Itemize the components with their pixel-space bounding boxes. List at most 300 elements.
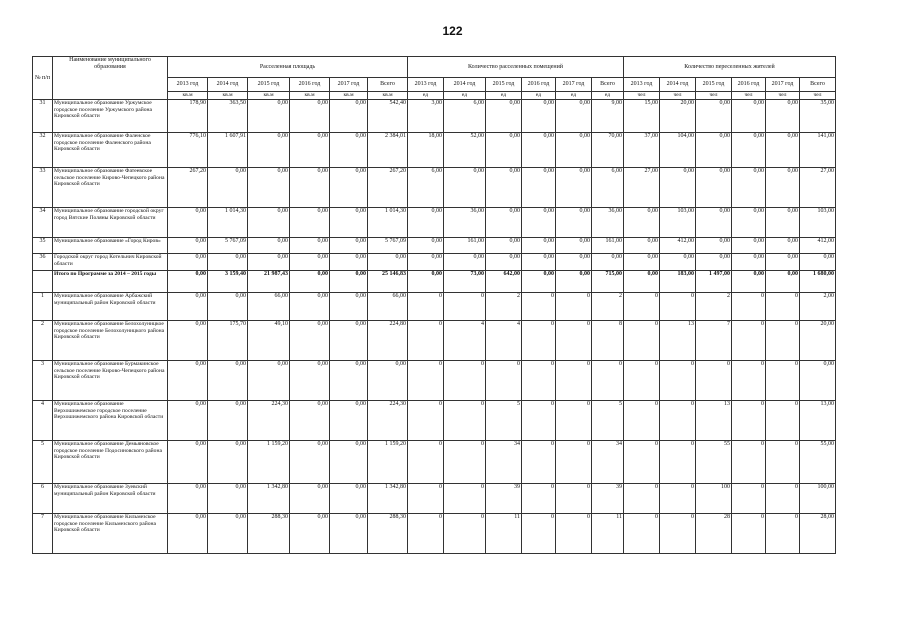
people-cell: 0,00 [732, 133, 766, 168]
area-cell: 0,00 [248, 254, 290, 271]
rooms-cell: 11 [592, 514, 624, 554]
resettlement-table [32, 56, 836, 554]
rooms-cell: 0,00 [408, 271, 444, 293]
area-cell: 178,90 [168, 100, 208, 133]
rooms-cell: 0,00 [522, 271, 556, 293]
area-cell: 0,00 [330, 514, 368, 554]
row-number: 3 [33, 361, 53, 401]
people-cell: 0 [696, 361, 732, 401]
rooms-cell: 0 [522, 293, 556, 321]
rooms-cell: 0 [408, 484, 444, 514]
rooms-cell: 0,00 [486, 168, 522, 208]
area-cell: 0,00 [248, 100, 290, 133]
rooms-cell: 0 [522, 484, 556, 514]
area-cell: 0,00 [290, 514, 330, 554]
area-cell: 0,00 [208, 514, 248, 554]
municipality-name: Городской округ город Котельнич Кировской области [53, 254, 168, 271]
area-cell: 0,00 [330, 168, 368, 208]
people-cell: 55 [696, 441, 732, 484]
people-cell: 0 [732, 514, 766, 554]
page-number: 122 [442, 24, 463, 38]
people-cell: 0,00 [766, 238, 800, 254]
area-cell: 0,00 [330, 133, 368, 168]
area-cell: 0,00 [208, 254, 248, 271]
area-cell: 0,00 [290, 361, 330, 401]
area-cell: 224,30 [368, 401, 408, 441]
rooms-cell: 0,00 [522, 208, 556, 238]
rooms-cell: 0,00 [522, 254, 556, 271]
header-unit: чел [732, 92, 766, 100]
people-cell: 13 [696, 401, 732, 441]
municipality-name: Муниципальное образование Белохолуницкое городское поселение Белохолуницкого района Кировской области [53, 321, 168, 361]
people-cell: 0,00 [732, 271, 766, 293]
header-num: № п/п [33, 57, 53, 100]
people-cell: 0,00 [732, 238, 766, 254]
area-cell: 49,10 [248, 321, 290, 361]
people-cell: 0 [624, 293, 660, 321]
people-cell: 103,00 [800, 208, 836, 238]
rooms-cell: 4 [486, 321, 522, 361]
header-unit: кв.м [330, 92, 368, 100]
rooms-cell: 34 [592, 441, 624, 484]
area-cell: 0,00 [330, 100, 368, 133]
people-cell: 0 [660, 401, 696, 441]
area-cell: 0,00 [330, 361, 368, 401]
area-cell: 0,00 [168, 514, 208, 554]
rooms-cell: 0 [408, 514, 444, 554]
people-cell: 0,00 [732, 100, 766, 133]
area-cell: 0,00 [168, 441, 208, 484]
people-cell: 0,00 [696, 208, 732, 238]
area-cell: 0,00 [330, 208, 368, 238]
rooms-cell: 0 [522, 401, 556, 441]
people-cell: 0 [660, 361, 696, 401]
table-row [33, 361, 836, 401]
area-cell: 0,00 [330, 238, 368, 254]
people-cell: 0 [766, 321, 800, 361]
rooms-cell: 0,00 [522, 238, 556, 254]
area-cell: 0,00 [330, 401, 368, 441]
people-cell: 27,00 [800, 168, 836, 208]
people-cell: 183,00 [660, 271, 696, 293]
rooms-cell: 5 [592, 401, 624, 441]
people-cell: 0 [660, 484, 696, 514]
rooms-cell: 0 [408, 321, 444, 361]
area-cell: 0,00 [290, 133, 330, 168]
header-year: 2015 год [248, 78, 290, 92]
header-unit: чел [660, 92, 696, 100]
rooms-cell: 6,00 [444, 100, 486, 133]
people-cell: 103,00 [660, 208, 696, 238]
rooms-cell: 0 [522, 321, 556, 361]
header-year: Всего [592, 78, 624, 92]
area-cell: 66,00 [368, 293, 408, 321]
area-cell: 0,00 [248, 168, 290, 208]
row-number: 35 [33, 238, 53, 254]
rooms-cell: 0,00 [556, 168, 592, 208]
area-cell: 0,00 [208, 484, 248, 514]
area-cell: 0,00 [168, 293, 208, 321]
municipality-name: Муниципальное образование Кильмезское городское поселение Кильмезского района Кировской области [53, 514, 168, 554]
people-cell: 0,00 [660, 168, 696, 208]
header-year: 2015 год [696, 78, 732, 92]
rooms-cell: 0 [444, 361, 486, 401]
row-number: 6 [33, 484, 53, 514]
area-cell: 0,00 [208, 441, 248, 484]
rooms-cell: 0,00 [522, 133, 556, 168]
area-cell: 0,00 [168, 208, 208, 238]
rooms-cell: 2 [592, 293, 624, 321]
people-cell: 412,00 [660, 238, 696, 254]
rooms-cell: 0,00 [592, 254, 624, 271]
rooms-cell: 0 [556, 484, 592, 514]
area-cell: 267,20 [168, 168, 208, 208]
area-cell: 0,00 [248, 361, 290, 401]
header-year: 2017 год [556, 78, 592, 92]
people-cell: 0,00 [624, 254, 660, 271]
people-cell: 15,00 [624, 100, 660, 133]
rooms-cell: 715,00 [592, 271, 624, 293]
municipality-name: Муниципальное образование городской округ город Вятские Поляны Кировской области [53, 208, 168, 238]
row-number: 7 [33, 514, 53, 554]
rooms-cell: 0 [556, 361, 592, 401]
header-year: 2014 год [660, 78, 696, 92]
people-cell: 20,00 [800, 321, 836, 361]
people-cell: 0 [732, 484, 766, 514]
area-cell: 0,00 [290, 168, 330, 208]
area-cell: 0,00 [208, 168, 248, 208]
rooms-cell: 0 [592, 361, 624, 401]
area-cell: 0,00 [168, 271, 208, 293]
municipality-name: Муниципальное образование Бурмакинское сельское поселение Кирово-Чепецкого района Кировской области [53, 361, 168, 401]
people-cell: 0,00 [696, 168, 732, 208]
header-year: 2017 год [330, 78, 368, 92]
area-cell: 5 767,09 [368, 238, 408, 254]
people-cell: 104,00 [660, 133, 696, 168]
area-cell: 0,00 [290, 238, 330, 254]
people-cell: 2 [696, 293, 732, 321]
people-cell: 0 [660, 514, 696, 554]
people-cell: 0 [624, 401, 660, 441]
area-cell: 0,00 [168, 401, 208, 441]
header-year: Всего [800, 78, 836, 92]
rooms-cell: 70,00 [592, 133, 624, 168]
row-number: 32 [33, 133, 53, 168]
people-cell: 37,00 [624, 133, 660, 168]
rooms-cell: 0,00 [486, 254, 522, 271]
people-cell: 0 [766, 484, 800, 514]
area-cell: 288,30 [248, 514, 290, 554]
people-cell: 35,00 [800, 100, 836, 133]
area-cell: 542,40 [368, 100, 408, 133]
rooms-cell: 0,00 [486, 100, 522, 133]
table-row [33, 208, 836, 238]
area-cell: 267,20 [368, 168, 408, 208]
rooms-cell: 0 [556, 293, 592, 321]
area-cell: 1 159,20 [248, 441, 290, 484]
rooms-cell: 39 [592, 484, 624, 514]
area-cell: 3 159,40 [208, 271, 248, 293]
rooms-cell: 0 [444, 441, 486, 484]
header-group-area: Расселенная площадь [168, 57, 408, 78]
area-cell: 0,00 [290, 484, 330, 514]
header-year: 2015 год [486, 78, 522, 92]
table-row [33, 168, 836, 208]
rooms-cell: 34 [486, 441, 522, 484]
rooms-cell: 0,00 [486, 238, 522, 254]
rooms-cell: 0,00 [486, 208, 522, 238]
rooms-cell: 0 [408, 293, 444, 321]
people-cell: 28 [696, 514, 732, 554]
people-cell: 13 [660, 321, 696, 361]
people-cell: 0 [766, 441, 800, 484]
header-unit: ед [592, 92, 624, 100]
area-cell: 0,00 [290, 254, 330, 271]
header-unit: кв.м [168, 92, 208, 100]
rooms-cell: 8 [592, 321, 624, 361]
area-cell: 0,00 [208, 401, 248, 441]
table-row [33, 401, 836, 441]
rooms-cell: 0 [444, 293, 486, 321]
header-year: 2016 год [290, 78, 330, 92]
area-cell: 0,00 [168, 254, 208, 271]
rooms-cell: 0,00 [556, 271, 592, 293]
rooms-cell: 0 [486, 361, 522, 401]
rooms-cell: 18,00 [408, 133, 444, 168]
rooms-cell: 36,00 [592, 208, 624, 238]
table-row [33, 321, 836, 361]
rooms-cell: 0,00 [444, 254, 486, 271]
area-cell: 0,00 [290, 100, 330, 133]
rooms-cell: 0 [522, 514, 556, 554]
header-unit: ед [556, 92, 592, 100]
header-year: 2013 год [168, 78, 208, 92]
people-cell: 0,00 [766, 254, 800, 271]
area-cell: 776,10 [168, 133, 208, 168]
header-group-rooms: Количество расселенных помещений [408, 57, 624, 78]
people-cell: 0 [624, 361, 660, 401]
area-cell: 0,00 [330, 441, 368, 484]
municipality-name: Итого по Программе за 2014 – 2015 годы [53, 271, 168, 293]
rooms-cell: 0,00 [486, 133, 522, 168]
rooms-cell: 0 [556, 321, 592, 361]
area-cell: 0,00 [290, 208, 330, 238]
rooms-cell: 0,00 [408, 238, 444, 254]
header-year: Всего [368, 78, 408, 92]
people-cell: 141,00 [800, 133, 836, 168]
rooms-cell: 0,00 [556, 238, 592, 254]
rooms-cell: 9,00 [592, 100, 624, 133]
area-cell: 175,70 [208, 321, 248, 361]
area-cell: 0,00 [290, 271, 330, 293]
people-cell: 0 [624, 321, 660, 361]
area-cell: 1 014,30 [368, 208, 408, 238]
area-cell: 0,00 [330, 484, 368, 514]
area-cell: 1 159,20 [368, 441, 408, 484]
people-cell: 0,00 [766, 168, 800, 208]
area-cell: 0,00 [330, 254, 368, 271]
area-cell: 0,00 [168, 321, 208, 361]
header-year: 2017 год [766, 78, 800, 92]
table-row [33, 484, 836, 514]
rooms-cell: 161,00 [592, 238, 624, 254]
header-year: 2016 год [522, 78, 556, 92]
rooms-cell: 11 [486, 514, 522, 554]
row-number: 5 [33, 441, 53, 484]
people-cell: 0,00 [766, 100, 800, 133]
people-cell: 0,00 [696, 100, 732, 133]
people-cell: 55,00 [800, 441, 836, 484]
rooms-cell: 0,00 [556, 100, 592, 133]
people-cell: 0 [732, 401, 766, 441]
people-cell: 0,00 [696, 133, 732, 168]
area-cell: 1 607,91 [208, 133, 248, 168]
area-cell: 0,00 [368, 361, 408, 401]
rooms-cell: 2 [486, 293, 522, 321]
area-cell: 1 342,80 [248, 484, 290, 514]
rooms-cell: 0 [556, 441, 592, 484]
rooms-cell: 0,00 [522, 168, 556, 208]
table-row [33, 254, 836, 271]
area-cell: 224,30 [248, 401, 290, 441]
area-cell: 1 342,80 [368, 484, 408, 514]
header-year: 2016 год [732, 78, 766, 92]
rooms-cell: 0 [522, 441, 556, 484]
area-cell: 0,00 [330, 271, 368, 293]
area-cell: 0,00 [290, 321, 330, 361]
area-cell: 0,00 [208, 361, 248, 401]
rooms-cell: 6,00 [408, 168, 444, 208]
municipality-name: Муниципальное образование Фатеевское сельское поселение Кирово-Чепецкого района Кировской области [53, 168, 168, 208]
header-unit: кв.м [368, 92, 408, 100]
table-row [33, 238, 836, 254]
people-cell: 0 [766, 401, 800, 441]
table-row [33, 441, 836, 484]
row-number: 34 [33, 208, 53, 238]
header-unit: ед [522, 92, 556, 100]
total-row [33, 271, 836, 293]
area-cell: 363,50 [208, 100, 248, 133]
rooms-cell: 52,00 [444, 133, 486, 168]
rooms-cell: 0,00 [556, 254, 592, 271]
people-cell: 0,00 [766, 271, 800, 293]
row-number: 33 [33, 168, 53, 208]
header-group-people: Количество переселенных жителей [624, 57, 836, 78]
area-cell: 25 146,83 [368, 271, 408, 293]
people-cell: 0 [660, 293, 696, 321]
row-number: 31 [33, 100, 53, 133]
people-cell: 13,00 [800, 401, 836, 441]
people-cell: 0 [766, 361, 800, 401]
people-cell: 20,00 [660, 100, 696, 133]
people-cell: 0,00 [696, 238, 732, 254]
table-row [33, 293, 836, 321]
rooms-cell: 161,00 [444, 238, 486, 254]
area-cell: 0,00 [248, 208, 290, 238]
municipality-name: Муниципальное образование Фаленское городское поселение Фаленского района Кировской области [53, 133, 168, 168]
rooms-cell: 6,00 [592, 168, 624, 208]
municipality-name: Муниципальное образование «Город Киров» [53, 238, 168, 254]
area-cell: 224,80 [368, 321, 408, 361]
area-cell: 0,00 [208, 293, 248, 321]
people-cell: 0,00 [732, 254, 766, 271]
rooms-cell: 0,00 [408, 208, 444, 238]
row-number: 2 [33, 321, 53, 361]
rooms-cell: 39 [486, 484, 522, 514]
rooms-cell: 0 [556, 514, 592, 554]
header-unit: чел [696, 92, 732, 100]
area-cell: 1 014,30 [208, 208, 248, 238]
area-cell: 0,00 [330, 293, 368, 321]
people-cell: 0,00 [800, 361, 836, 401]
people-cell: 100 [696, 484, 732, 514]
table-row [33, 514, 836, 554]
table-row [33, 133, 836, 168]
people-cell: 2,00 [800, 293, 836, 321]
area-cell: 0,00 [290, 293, 330, 321]
header-unit: чел [800, 92, 836, 100]
people-cell: 0 [766, 514, 800, 554]
municipality-name: Муниципальное образование Арбажский муниципальный район Кировской области [53, 293, 168, 321]
row-number: 36 [33, 254, 53, 271]
area-cell: 0,00 [290, 401, 330, 441]
people-cell: 100,00 [800, 484, 836, 514]
people-cell: 0 [766, 293, 800, 321]
people-cell: 0,00 [660, 254, 696, 271]
people-cell: 0,00 [624, 208, 660, 238]
row-number: 4 [33, 401, 53, 441]
header-year: 2013 год [408, 78, 444, 92]
rooms-cell: 5 [486, 401, 522, 441]
people-cell: 1 497,00 [696, 271, 732, 293]
people-cell: 0 [732, 361, 766, 401]
area-cell: 0,00 [168, 361, 208, 401]
rooms-cell: 0 [444, 514, 486, 554]
header-year: 2013 год [624, 78, 660, 92]
municipality-name: Муниципальное образование Зуевский муниципальный район Кировской области [53, 484, 168, 514]
header-unit: ед [408, 92, 444, 100]
header-unit: кв.м [290, 92, 330, 100]
people-cell: 412,00 [800, 238, 836, 254]
area-cell: 0,00 [248, 133, 290, 168]
people-cell: 0,00 [624, 238, 660, 254]
rooms-cell: 0,00 [522, 100, 556, 133]
people-cell: 1 680,00 [800, 271, 836, 293]
people-cell: 0 [624, 514, 660, 554]
area-cell: 0,00 [290, 441, 330, 484]
header-name: Наименование муниципального образования [53, 57, 168, 100]
header-year: 2014 год [208, 78, 248, 92]
people-cell: 7 [696, 321, 732, 361]
header-unit: ед [486, 92, 522, 100]
rooms-cell: 73,00 [444, 271, 486, 293]
people-cell: 28,00 [800, 514, 836, 554]
people-cell: 0,00 [696, 254, 732, 271]
people-cell: 0,00 [624, 271, 660, 293]
area-cell: 288,30 [368, 514, 408, 554]
people-cell: 0,00 [732, 208, 766, 238]
rooms-cell: 0 [444, 484, 486, 514]
rooms-cell: 0,00 [556, 208, 592, 238]
people-cell: 0,00 [800, 254, 836, 271]
header-unit: чел [624, 92, 660, 100]
row-number: 1 [33, 293, 53, 321]
table-row [33, 100, 836, 133]
area-cell: 5 767,09 [208, 238, 248, 254]
rooms-cell: 0 [522, 361, 556, 401]
area-cell: 0,00 [248, 238, 290, 254]
header-unit: кв.м [208, 92, 248, 100]
